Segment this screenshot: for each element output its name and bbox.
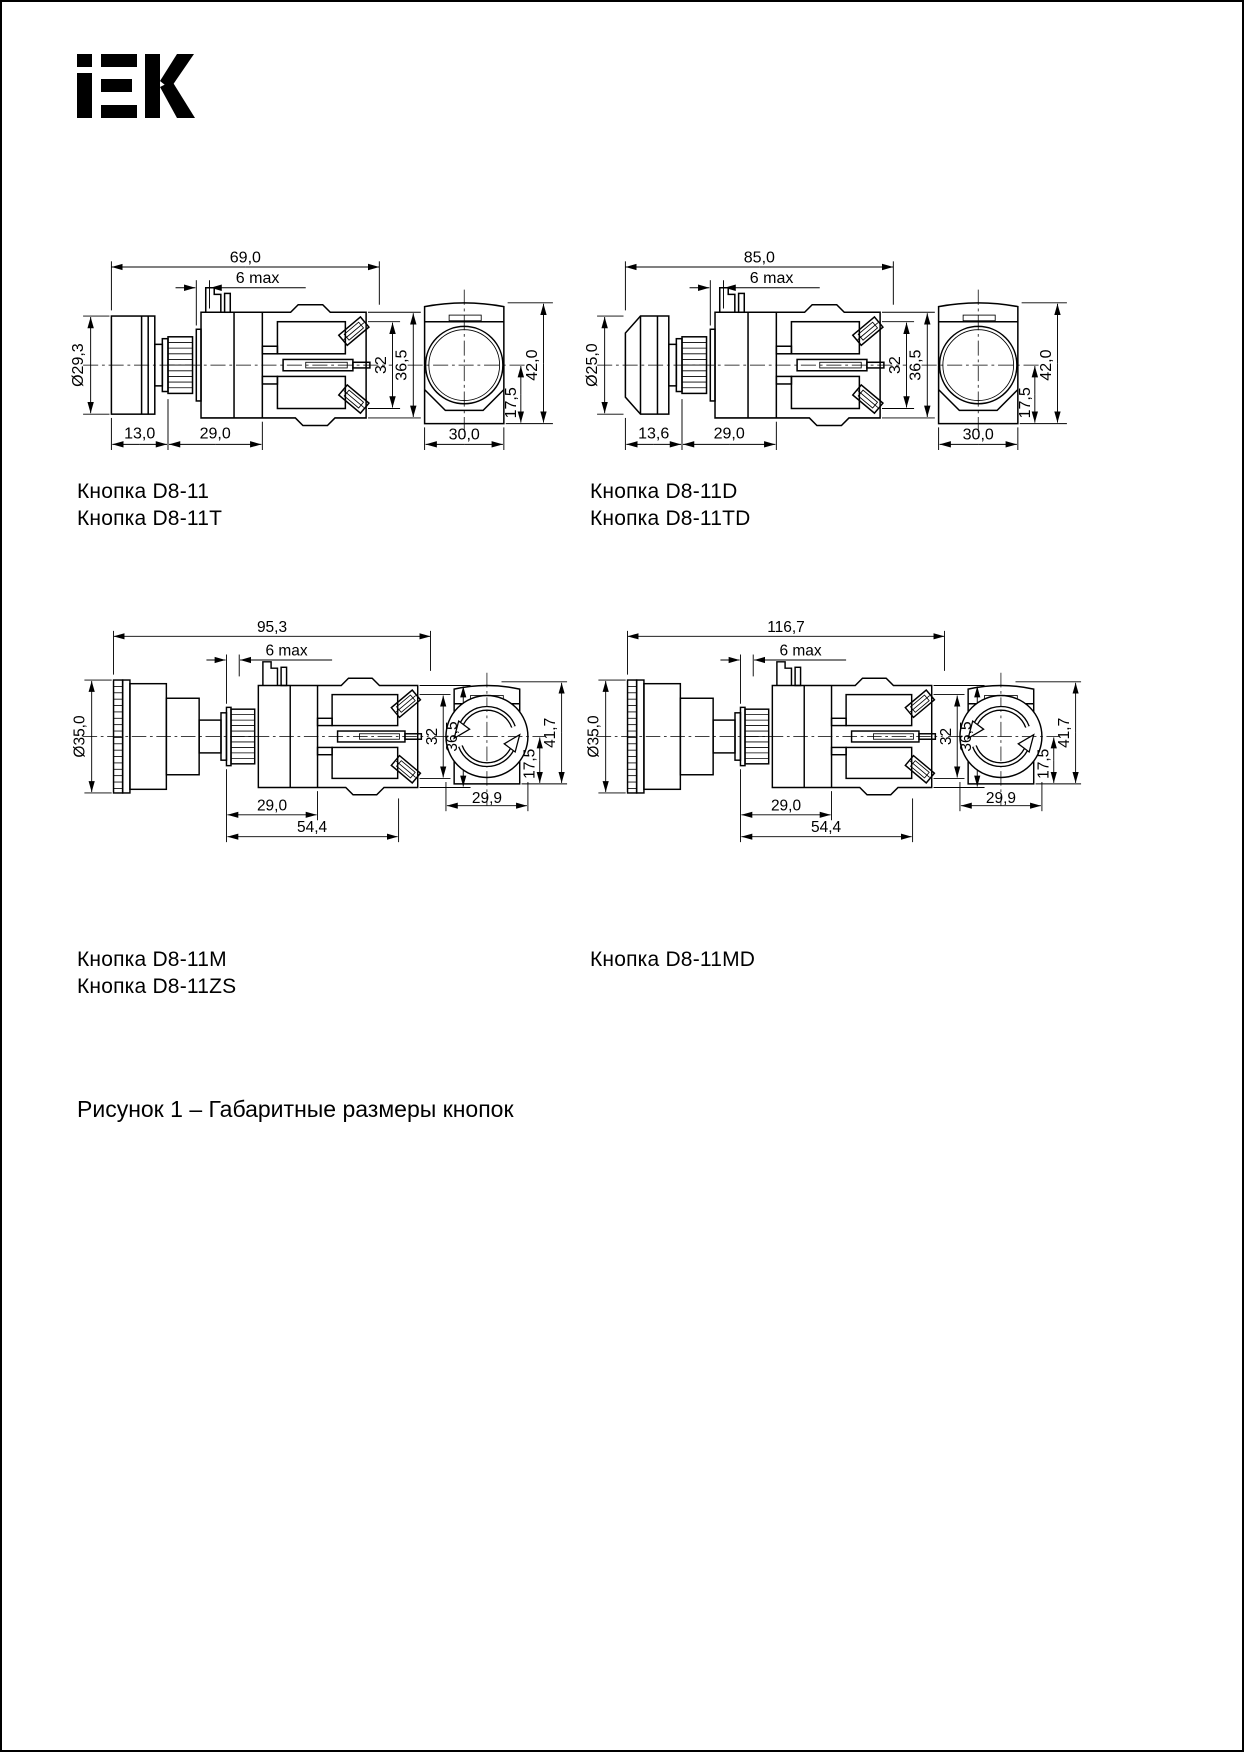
dim-len2: 54,4 bbox=[811, 819, 842, 837]
drawing-d8-11m bbox=[68, 618, 578, 855]
dim-front-w: 30,0 bbox=[962, 425, 994, 444]
label-line: Кнопка D8-11 bbox=[77, 480, 210, 503]
dim-len2: 54,4 bbox=[297, 819, 328, 837]
dim-front-w: 29,9 bbox=[985, 789, 1016, 807]
label-line: Кнопка D8-11T bbox=[77, 507, 223, 530]
dim-total: 69,0 bbox=[229, 250, 261, 267]
figure-caption: Рисунок 1 – Габаритные размеры кнопок bbox=[77, 1096, 514, 1122]
drawing-label bbox=[77, 946, 236, 1000]
dim-total: 116,7 bbox=[767, 618, 805, 636]
drawing-label bbox=[77, 478, 222, 532]
dim-diameter: Ø35,0 bbox=[71, 715, 89, 758]
label-line: Кнопка D8-11TD bbox=[590, 507, 751, 530]
dim-front-h: 41,7 bbox=[1056, 717, 1074, 748]
dim-diameter: Ø35,0 bbox=[585, 715, 603, 758]
dim-diameter: Ø25,0 bbox=[583, 343, 602, 387]
label-line: Кнопка D8-11MD bbox=[590, 948, 756, 971]
dim-h-outer: 36,5 bbox=[906, 349, 925, 381]
dim-len2: 29,0 bbox=[713, 424, 745, 443]
drawing-d8-11 bbox=[68, 250, 568, 467]
drawing-label bbox=[590, 946, 755, 973]
dim-panel: 6 max bbox=[265, 642, 308, 660]
dim-panel: 6 max bbox=[235, 269, 280, 288]
label-line: Кнопка D8-11M bbox=[77, 948, 227, 971]
dim-len1: 13,0 bbox=[124, 424, 156, 443]
dim-front-h: 42,0 bbox=[1036, 349, 1055, 381]
label-line: Кнопка D8-11D bbox=[590, 480, 738, 503]
drawing-d8-11md bbox=[582, 618, 1092, 855]
dim-h-outer: 36,5 bbox=[443, 721, 461, 752]
dim-panel: 6 max bbox=[779, 642, 822, 660]
dim-front-h: 42,0 bbox=[522, 349, 541, 381]
iek-logo-glyph bbox=[77, 54, 195, 118]
dim-front-w: 29,9 bbox=[471, 789, 502, 807]
dim-h-inner: 32 bbox=[371, 356, 390, 375]
dim-len2: 29,0 bbox=[199, 424, 231, 443]
dim-front-low: 17,5 bbox=[502, 387, 521, 419]
dim-len1: 13,6 bbox=[638, 424, 670, 443]
dim-len1: 29,0 bbox=[770, 797, 802, 815]
dim-h-outer: 36,5 bbox=[392, 349, 411, 381]
dim-total: 85,0 bbox=[743, 250, 775, 267]
drawing-label bbox=[590, 478, 750, 532]
dim-front-low: 17,5 bbox=[1035, 748, 1053, 779]
dim-diameter: Ø29,3 bbox=[69, 343, 88, 387]
dim-h-inner: 32 bbox=[885, 356, 904, 375]
dim-len1: 29,0 bbox=[256, 797, 288, 815]
dim-total: 95,3 bbox=[256, 618, 288, 636]
dim-front-low: 17,5 bbox=[1016, 387, 1035, 419]
dim-front-h: 41,7 bbox=[542, 717, 560, 748]
label-line: Кнопка D8-11ZS bbox=[77, 975, 237, 998]
dim-h-inner: 32 bbox=[423, 727, 441, 746]
iek-logo bbox=[77, 54, 195, 123]
dim-panel: 6 max bbox=[749, 269, 794, 288]
dim-h-outer: 36,5 bbox=[957, 721, 975, 752]
dim-h-inner: 32 bbox=[937, 727, 955, 746]
dim-front-w: 30,0 bbox=[448, 425, 480, 444]
dim-front-low: 17,5 bbox=[521, 748, 539, 779]
drawing-d8-11d bbox=[582, 250, 1082, 467]
